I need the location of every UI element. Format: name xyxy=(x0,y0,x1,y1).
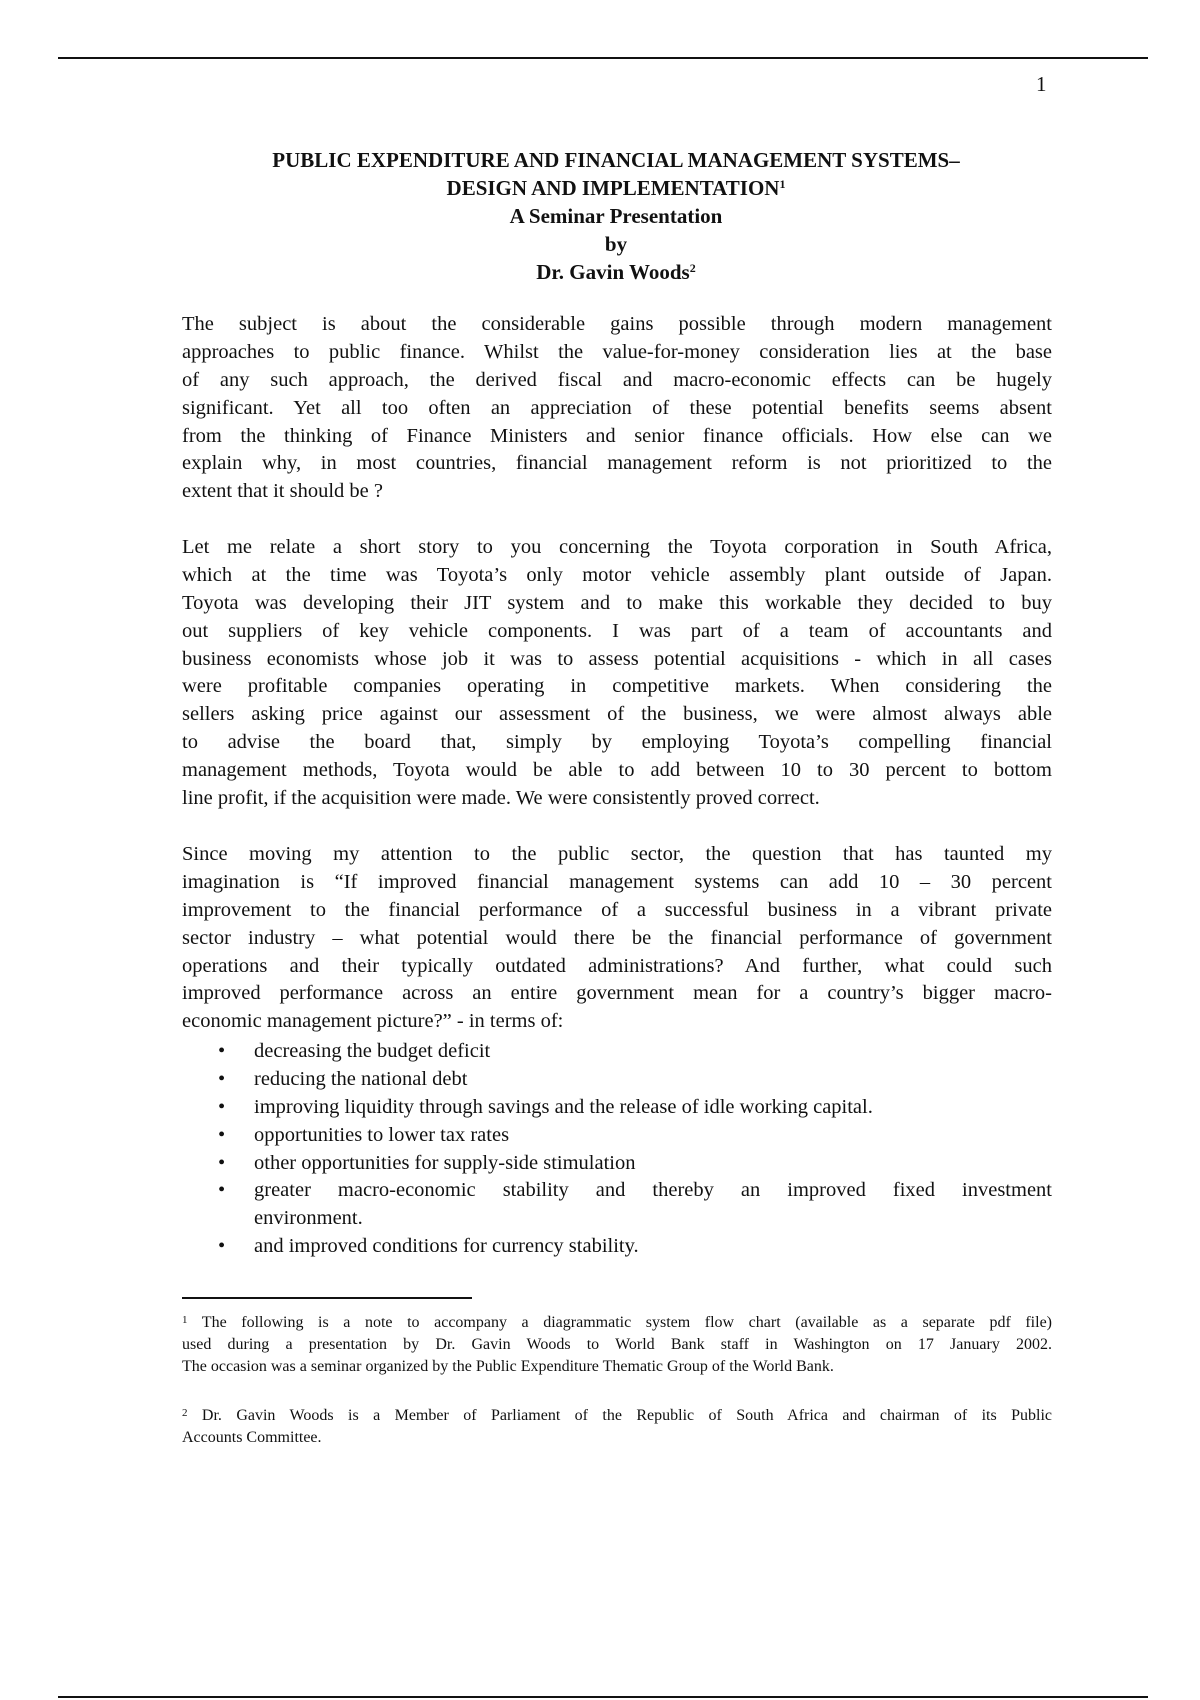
footnote-ref-2[interactable]: 2 xyxy=(689,261,696,275)
text-line: explain why, in most countries, financial management reform is not prioritized to the xyxy=(182,452,1052,475)
text-line: line profit, if the acquisition were made. We were consistently proved correct. xyxy=(182,787,820,810)
document-title xyxy=(0,146,1200,286)
text-line: operations and their typically outdated administrations? And further, what could such xyxy=(182,954,1052,977)
text-line: Accounts Committee. xyxy=(182,1429,322,1446)
footer-rule xyxy=(58,1696,1148,1698)
text-line: other opportunities for supply-side stimulation xyxy=(254,1151,636,1174)
text-line: environment. xyxy=(254,1207,363,1230)
text-line: The occasion was a seminar organized by the Public Expenditure Thematic Group of the World Bank. xyxy=(182,1358,834,1375)
text-line: Since moving my attention to the public sector, the question that has taunted my xyxy=(182,843,1052,865)
bullet-item xyxy=(182,1094,1052,1122)
text-line: of any such approach, the derived fiscal and macro-economic effects can be hugely xyxy=(182,368,1052,391)
text-line: The subject is about the considerable gains possible through modern management xyxy=(182,313,1052,335)
text-line: reducing the national debt xyxy=(254,1067,468,1090)
text-line: sellers asking price against our assessment of the business, we were almost always able xyxy=(182,703,1052,726)
text-line: Toyota was developing their JIT system and to make this workable they decided to buy xyxy=(182,591,1052,614)
text-line: imagination is “If improved financial management systems can add 10 – 30 percent xyxy=(182,870,1052,893)
bullet-icon: • xyxy=(218,1067,226,1090)
subtitle: A Seminar Presentation xyxy=(509,204,723,228)
text-line: management methods, Toyota would be able to add between 10 to 30 percent to bottom xyxy=(182,759,1052,782)
footnote-mark: 1 xyxy=(182,1314,188,1326)
author: Dr. Gavin Woods$^2$ xyxy=(536,260,696,284)
text-line: sector industry – what potential would there be the financial performance of government xyxy=(182,926,1052,949)
text-line: to advise the board that, simply by employing Toyota’s compelling financial xyxy=(182,731,1052,754)
footnote-mark: 2 xyxy=(182,1407,188,1419)
bullet-item xyxy=(182,1066,1052,1094)
text-line: used during a presentation by Dr. Gavin Woods to World Bank staff in Washington on 17 January 2002. xyxy=(182,1336,1052,1353)
text-line: improving liquidity through savings and the release of idle working capital. xyxy=(254,1095,873,1118)
text-line xyxy=(182,1405,1052,1427)
footnote-separator xyxy=(182,1297,472,1299)
text-line: from the thinking of Finance Ministers and senior finance officials. How else can we xyxy=(182,424,1052,447)
text-line: were profitable companies operating in competitive markets. When considering the xyxy=(182,675,1052,698)
text-line: and improved conditions for currency stability. xyxy=(254,1235,639,1258)
bullet-item xyxy=(182,1150,1052,1178)
paragraph-3 xyxy=(182,841,1052,1036)
footnote-text: The following is a note to accompany a diagrammatic system flow chart (available as a separate pdf file) xyxy=(201,1314,1053,1331)
text-line: business economists whose job it was to assess potential acquisitions - which in all cases xyxy=(182,647,1052,670)
bullet-icon: • xyxy=(218,1235,226,1258)
by-line: by xyxy=(604,232,628,256)
text-line: decreasing the budget deficit xyxy=(254,1040,491,1062)
text-line: improvement to the financial performance of a successful business in a vibrant private xyxy=(182,898,1052,921)
text-line: improved performance across an entire government mean for a country’s bigger macro- xyxy=(182,982,1052,1005)
bullet-item xyxy=(182,1177,1052,1233)
text-line: approaches to public finance. Whilst the value-for-money consideration lies at the base xyxy=(182,340,1052,363)
text-line: which at the time was Toyota’s only motor vehicle assembly plant outside of Japan. xyxy=(182,563,1052,586)
text-line: extent that it should be ? xyxy=(182,480,383,503)
header-rule xyxy=(58,57,1148,59)
bullet-icon: • xyxy=(218,1095,226,1118)
bullet-icon: • xyxy=(218,1179,226,1202)
footnote-ref-1[interactable]: 1 xyxy=(779,177,786,191)
bullet-item xyxy=(182,1038,1052,1066)
text-line: significant. Yet all too often an appreciation of these potential benefits seems absent xyxy=(182,396,1052,419)
text-line: opportunities to lower tax rates xyxy=(254,1123,510,1146)
text-line xyxy=(182,1312,1052,1334)
footnote-2 xyxy=(182,1405,1052,1449)
text-line: Let me relate a short story to you concerning the Toyota corporation in South Africa, xyxy=(182,536,1052,558)
text-line: greater macro-economic stability and thereby an improved fixed investment xyxy=(254,1179,1052,1202)
page-number: 1 xyxy=(1036,72,1047,96)
bullet-list xyxy=(182,1038,1052,1261)
footnote-text: Dr. Gavin Woods is a Member of Parliament of the Republic of South Africa and chairman of its Public xyxy=(201,1407,1053,1424)
paragraph-1 xyxy=(182,311,1052,506)
title-line-2: DESIGN AND IMPLEMENTATION$^1$ xyxy=(446,176,786,200)
bullet-icon: • xyxy=(218,1040,226,1062)
text-line: economic management picture?” - in terms of: xyxy=(182,1010,564,1033)
bullet-item xyxy=(182,1122,1052,1150)
bullet-icon: • xyxy=(218,1151,226,1174)
footnote-1 xyxy=(182,1312,1052,1378)
bullet-icon: • xyxy=(218,1123,226,1146)
title-line-1: PUBLIC EXPENDITURE AND FINANCIAL MANAGEMENT SYSTEMS– xyxy=(272,148,960,172)
text-line: out suppliers of key vehicle components. I was part of a team of accountants and xyxy=(182,619,1052,642)
paragraph-2 xyxy=(182,534,1052,813)
bullet-item xyxy=(182,1233,1052,1261)
